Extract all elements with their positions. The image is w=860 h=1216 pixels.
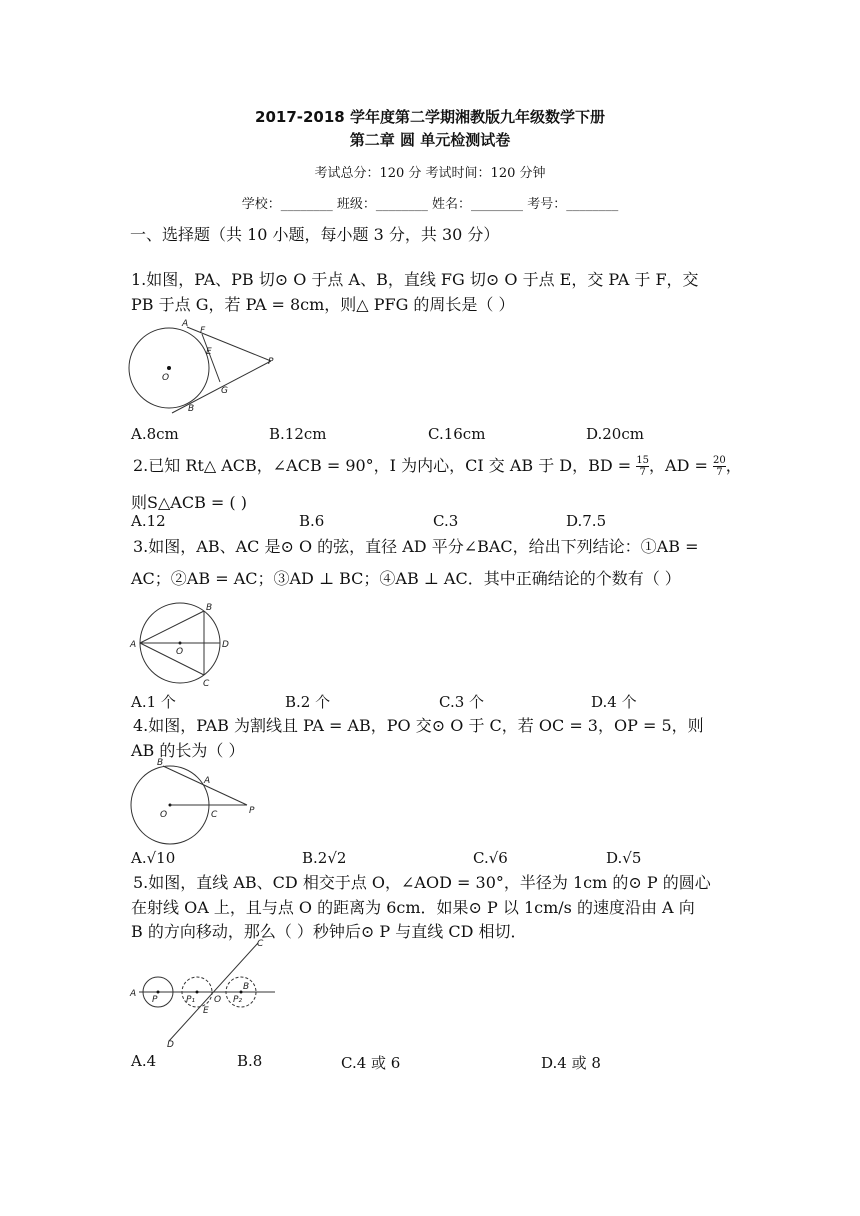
section-heading: 一、选择题（共 10 小题，每小题 3 分，共 30 分）: [130, 225, 500, 244]
q1-label-p: P: [268, 357, 274, 367]
q3-label-b: B: [206, 603, 213, 613]
q5-label-c: C: [257, 939, 264, 949]
student-info: 学校：________ 班级：________ 姓名：________ 考号：________: [241, 197, 619, 212]
q5-label-a: A: [130, 989, 137, 999]
q2-text-line1: [133, 453, 742, 478]
q2-text-line2: 则S△ACB = ( ): [131, 493, 247, 512]
q3-label-c: C: [203, 679, 210, 689]
q1-option-a[interactable]: A.8cm: [131, 425, 179, 443]
q5-figure: [125, 935, 285, 1050]
q5-label-e: E: [203, 1006, 209, 1016]
q3-option-c[interactable]: C.3 个: [439, 693, 485, 711]
q4-label-c: C: [211, 810, 218, 820]
q5-label-b: B: [243, 982, 250, 992]
q3-text-line2: AC；②AB = AC；③AD ⊥ BC；④AB ⊥ AC．其中正确结论的个数有（ ）: [131, 569, 681, 588]
q1-label-a: A: [182, 319, 189, 329]
exam-title-line1: 2017-2018 学年度第二学期湘教版九年级数学下册: [255, 108, 605, 126]
q1-label-f: F: [200, 326, 206, 336]
exam-info: 考试总分：120 分 考试时间：120 分钟: [314, 166, 546, 181]
q5-label-d: D: [167, 1040, 174, 1050]
q2-fraction-ad: $\frac{20}{7}$: [713, 455, 726, 478]
q3-option-a[interactable]: A.1 个: [131, 693, 176, 711]
q1-option-d[interactable]: D.20cm: [586, 425, 644, 443]
q4-text-line2: AB 的长为（ ）: [131, 741, 245, 760]
q2-text-post: ，: [725, 456, 742, 475]
q3-text-line1: 3.如图，AB、AC 是⊙ O 的弦，直径 AD 平分∠BAC，给出下列结论：①AB =: [133, 537, 699, 556]
q2-text-pre: 2.已知 Rt△ ACB，∠ACB = 90°，I 为内心，CI 交 AB 于 D，BD =: [133, 456, 632, 475]
q1-label-b: B: [188, 404, 195, 414]
q5-text-line3: B 的方向移动，那么（ ）秒钟后⊙ P 与直线 CD 相切．: [131, 922, 527, 941]
q4-option-a[interactable]: A.√10: [131, 849, 176, 867]
q4-option-d[interactable]: D.√5: [606, 849, 642, 867]
q2-option-b[interactable]: B.6: [299, 512, 325, 530]
exam-title-line2: 第二章 圆 单元检测试卷: [349, 131, 511, 149]
q1-option-b[interactable]: B.12cm: [269, 425, 327, 443]
q5-option-d[interactable]: D.4 或 8: [541, 1054, 601, 1072]
q3-option-b[interactable]: B.2 个: [285, 693, 331, 711]
q5-label-p: P: [152, 995, 158, 1005]
q5-text-line1: 5.如图，直线 AB、CD 相交于点 O，∠AOD = 30°，半径为 1cm 的⊙ P 的圆心: [133, 873, 711, 892]
q3-label-a: A: [130, 640, 137, 650]
q3-option-d[interactable]: D.4 个: [591, 693, 637, 711]
q2-option-d[interactable]: D.7.5: [566, 512, 607, 530]
q4-label-b: B: [157, 758, 164, 768]
q2-option-c[interactable]: C.3: [433, 512, 459, 530]
q5-option-c[interactable]: C.4 或 6: [341, 1054, 401, 1072]
q4-option-c[interactable]: C.√6: [473, 849, 508, 867]
q1-label-e: E: [206, 347, 212, 357]
q4-label-o: O: [160, 810, 168, 820]
q4-figure: [125, 755, 265, 850]
q1-label-g: G: [221, 386, 228, 396]
q5-label-p1: P₁: [186, 995, 196, 1005]
q1-label-o: O: [162, 373, 170, 383]
q2-fraction-bd: $\frac{15}{7}$: [636, 455, 650, 478]
q5-option-a[interactable]: A.4: [131, 1052, 157, 1070]
q4-label-p: P: [249, 806, 255, 816]
q4-label-a: A: [204, 776, 211, 786]
q3-label-o: O: [176, 647, 184, 657]
q5-option-b[interactable]: B.8: [237, 1052, 263, 1070]
q5-label-p2: P₂: [233, 995, 243, 1005]
q5-text-line2: 在射线 OA 上，且与点 O 的距离为 6cm．如果⊙ P 以 1cm/s 的速度沿由 A 向: [131, 898, 695, 917]
q2-option-a[interactable]: A.12: [131, 512, 166, 530]
q1-text-line2: PB 于点 G，若 PA = 8cm，则△ PFG 的周长是（ ）: [131, 295, 515, 314]
q3-figure: [125, 598, 240, 690]
q1-option-c[interactable]: C.16cm: [428, 425, 486, 443]
q5-label-o: O: [214, 995, 222, 1005]
q1-figure: [125, 318, 285, 418]
q4-option-b[interactable]: B.2√2: [302, 849, 347, 867]
q2-text-mid: ，AD =: [649, 456, 708, 475]
q4-text-line1: 4.如图，PAB 为割线且 PA = AB，PO 交⊙ O 于 C，若 OC = 3，OP = 5，则: [133, 716, 704, 735]
q1-text-line1: 1.如图，PA、PB 切⊙ O 于点 A、B，直线 FG 切⊙ O 于点 E，交 PA 于 F，交: [131, 270, 699, 289]
q3-label-d: D: [222, 640, 229, 650]
